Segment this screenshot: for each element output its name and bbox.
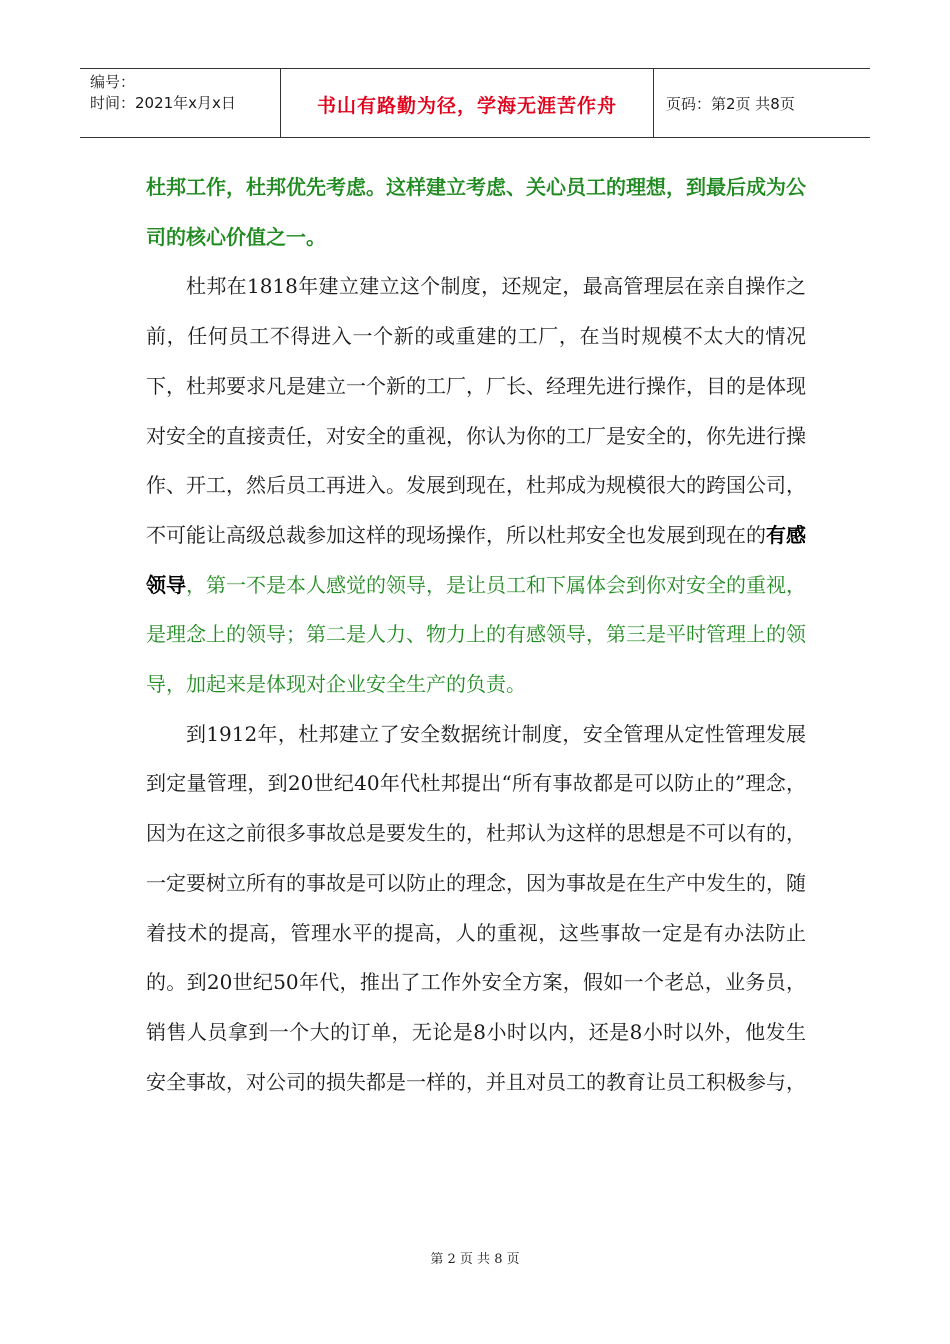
- paragraph-1: 杜邦工作，杜邦优先考虑。这样建立考虑、关心员工的理想，到最后成为公司的核心价值之一。: [146, 175, 806, 249]
- page-footer: 第 2 页 共 8 页: [430, 1252, 520, 1267]
- page-header: [80, 68, 870, 138]
- page-indicator: 页码：第2页 共8页: [666, 95, 795, 113]
- header-motto-cell: [280, 69, 654, 137]
- header-page-cell: [654, 69, 870, 137]
- header-meta: [80, 69, 280, 137]
- paragraph-2-text: 杜邦在1818年建立建立这个制度，还规定，最高管理层在亲自操作之前，任何员工不得进入一个新的或重建的工厂，在当时规模不太大的情况下，杜邦要求凡是建立一个新的工厂，厂长、经理先进行操作，目的是体现对安全的直接责任，对安全的重视，你认为你的工厂是安全的，你先进行操作、开工，然后员工再进入。发展到现在，杜邦成为规模很大的跨国公司，不可能让高级总裁参加这样的现场操作，所以杜邦安全也发展到现在的: [146, 274, 806, 547]
- number-label: 编号：: [90, 73, 136, 91]
- motto-text: 书山有路勤为径，学海无涯苦作舟: [316, 95, 617, 117]
- paragraph-2-green: ，第一不是本人感觉的领导，是让员工和下属体会到你对安全的重视，是理念上的领导；第二是人力、物力上的有感领导，第三是平时管理上的领导，加起来是体现对企业安全生产的负责。: [146, 572, 806, 697]
- paragraph-2-emphasis: 有感领导: [146, 522, 806, 597]
- time-label: 时间：2021年x月x日: [90, 94, 236, 112]
- paragraph-3: 到1912年，杜邦建立了安全数据统计制度，安全管理从定性管理发展到定量管理，到20世纪40年代杜邦提出“所有事故都是可以防止的”理念，因为在这之前很多事故总是要发生的，杜邦认为这样的思想是不可以有的，一定要树立所有的事故是可以防止的理念，因为事故是在生产中发生的，随着技术的提高，管理水平的提高，人的重视，这些事故一定是有办法防止的。到20世纪50年代，推出了工作外安全方案，假如一个老总，业务员，销售人员拿到一个大的订单，无论是8小时以内，还是8小时以外，他发生安全事故，对公司的损失都是一样的，并且对员工的教育让员工积极参与，: [146, 721, 806, 1094]
- paragraph-2: [146, 262, 806, 709]
- document-body: [146, 163, 806, 1107]
